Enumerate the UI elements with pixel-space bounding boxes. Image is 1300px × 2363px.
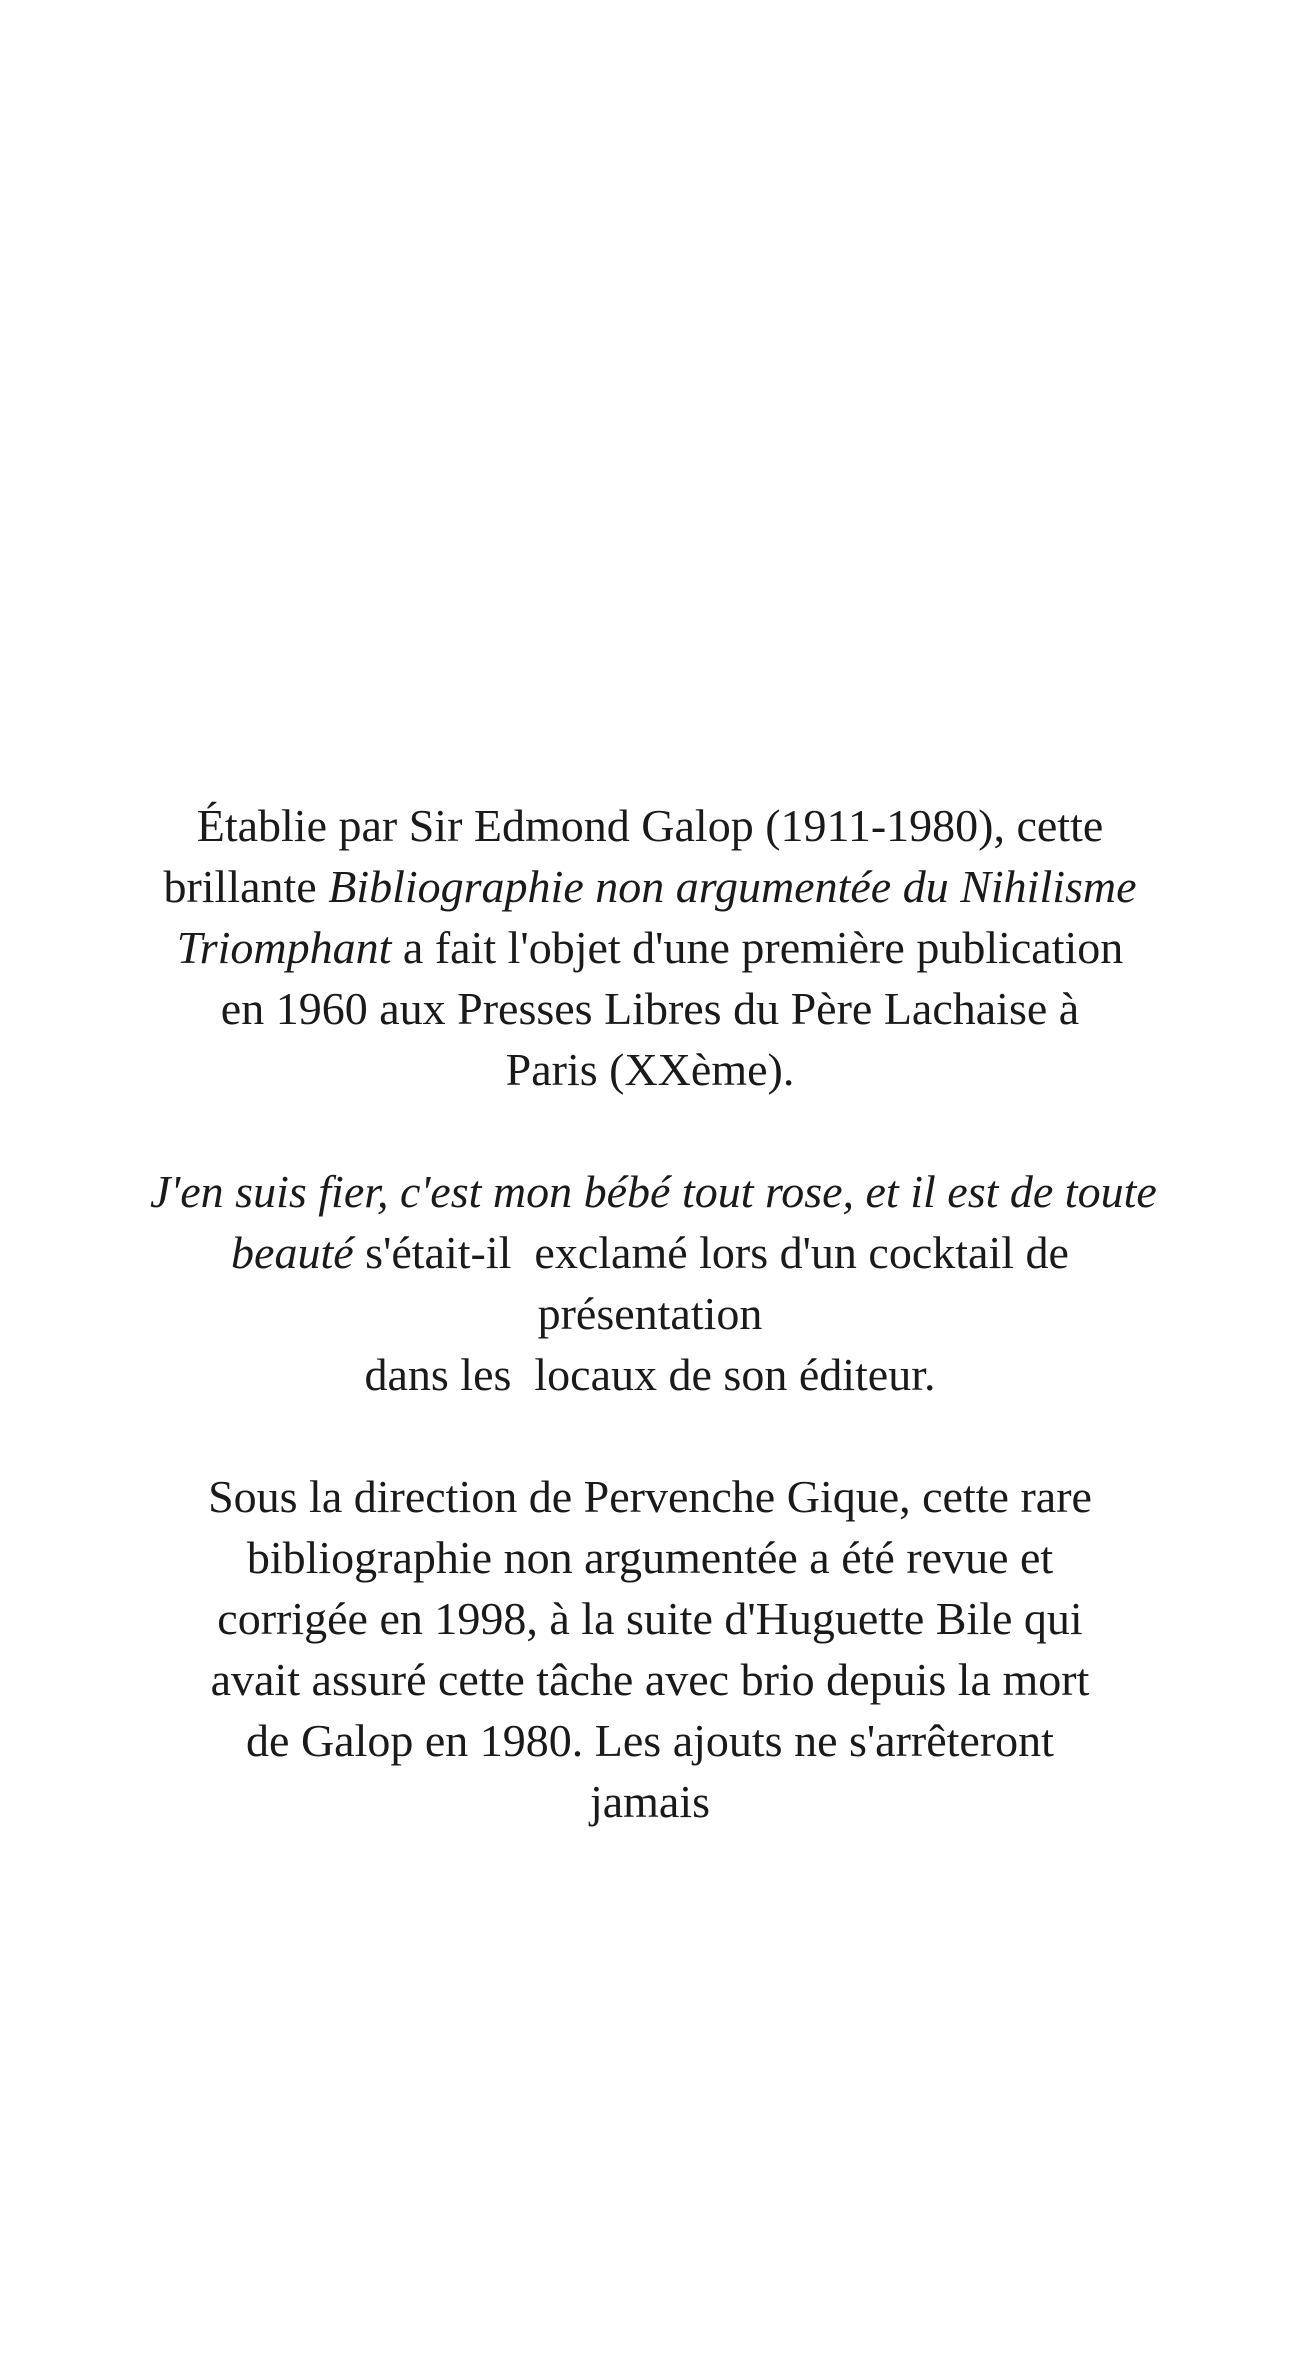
text-line [150, 1344, 1150, 1405]
text-run: s'était-il exclamé lors d'un cocktail de [353, 1227, 1069, 1278]
text-line [150, 1466, 1150, 1527]
text-run: corrigée en 1998, à la suite d'Huguette Bile qui [217, 1593, 1083, 1644]
colophon-text [150, 795, 1157, 1832]
text-line [150, 1771, 1150, 1832]
text-line [150, 1222, 1150, 1283]
text-run: bibliographie non argumentée a été revue et [246, 1532, 1054, 1583]
text-run: Sous la direction de Pervenche Gique, cette rare [208, 1471, 1092, 1522]
text-run: a fait l'objet d'une première publication [391, 922, 1124, 973]
paragraph-1 [150, 795, 1150, 1100]
text-line [150, 856, 1150, 917]
text-run: jamais [589, 1776, 711, 1827]
text-line [150, 1710, 1150, 1771]
text-run: en 1960 aux Presses Libres du Père Lachaise à [220, 983, 1080, 1034]
italic-text-run: beauté [231, 1227, 354, 1278]
italic-text-run: Triomphant [176, 922, 392, 973]
italic-text-run: J'en suis fier, c'est mon bébé tout rose, et il est de toute [150, 1166, 1157, 1217]
text-line [150, 1161, 1157, 1222]
text-run: de Galop en 1980. Les ajouts ne s'arrêteront [246, 1715, 1054, 1766]
text-run: Établie par Sir Edmond Galop (1911-1980), cette [196, 800, 1104, 851]
text-line [150, 1649, 1150, 1710]
text-line [150, 917, 1150, 978]
text-run: dans les locaux de son éditeur. [364, 1349, 936, 1400]
text-line [150, 795, 1150, 856]
text-line [150, 1527, 1150, 1588]
text-line [150, 1283, 1150, 1344]
paragraph-2 [150, 1161, 1157, 1405]
text-run: Paris (XXème). [505, 1044, 795, 1095]
paragraph-3 [150, 1466, 1150, 1832]
text-run: avait assuré cette tâche avec brio depuis la mort [210, 1654, 1090, 1705]
text-line [150, 978, 1150, 1039]
text-run: présentation [537, 1288, 763, 1339]
italic-text-run: Bibliographie non argumentée du Nihilisme [328, 861, 1137, 912]
text-run: brillante [163, 861, 329, 912]
text-line [150, 1039, 1150, 1100]
text-line [150, 1588, 1150, 1649]
